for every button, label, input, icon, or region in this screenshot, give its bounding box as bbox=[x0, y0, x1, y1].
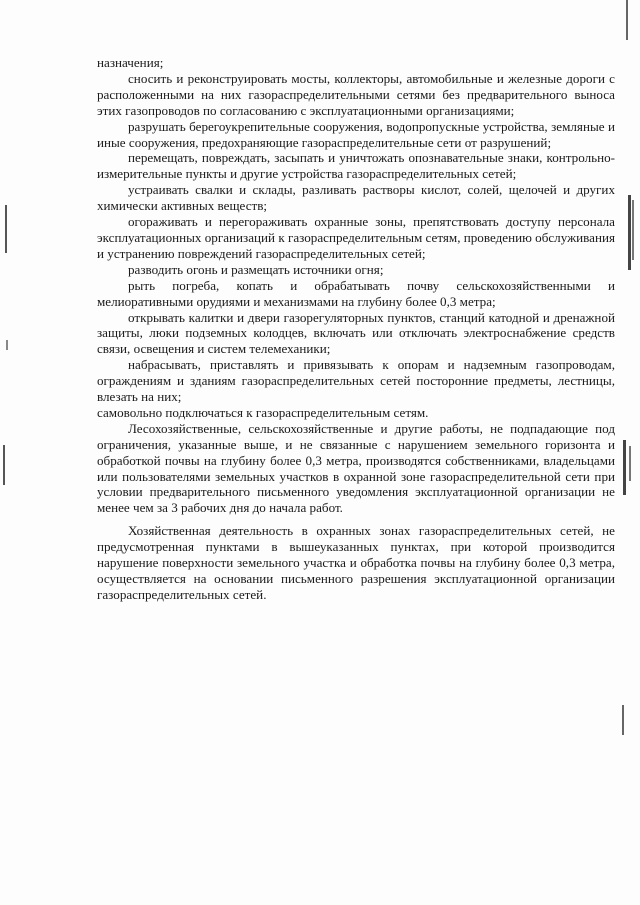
scan-artifact-left-2 bbox=[3, 445, 5, 485]
paragraph-1: назначения; bbox=[97, 55, 164, 70]
paragraph-4: перемещать, повреждать, засыпать и уничтожать опознавательные знаки, контрольно-измерительные пункты и другие устройства газораспределительных сетей; bbox=[97, 150, 615, 182]
paragraph-3: разрушать берегоукрепительные сооружения, водопропускные устройства, земляные и иные сооружения, предохраняющие газораспределительные сети от разрушений; bbox=[97, 118, 615, 150]
paragraph-5: устраивать свалки и склады, разливать растворы кислот, солей, щелочей и других химически активных веществ; bbox=[97, 182, 615, 214]
scan-artifact-right-1 bbox=[628, 195, 631, 270]
scan-artifact-left-3 bbox=[6, 340, 8, 350]
paragraph-13: Хозяйственная деятельность в охранных зонах газораспределительных сетей, не предусмотренная пунктами в вышеуказанных пунктах, при которой производится нарушение поверхности земельного участка и обработка почвы на глубину более 0,3 метра, осуществляется на основании письменного разрешения эксплуатационной организации газораспределительных сетей. bbox=[97, 523, 615, 602]
document-body bbox=[97, 55, 615, 603]
paragraph-10: набрасывать, приставлять и привязывать к опорам и надземным газопроводам, ограждениям и зданиям газораспределительных сетей посторонние предметы, лестницы, влезать на них; bbox=[97, 357, 615, 405]
paragraph-9: открывать калитки и двери газорегуляторных пунктов, станций катодной и дренажной защиты, люки подземных колодцев, включать или отключать электроснабжение средств связи, освещения и систем телемеханики; bbox=[97, 309, 615, 357]
scan-artifact-left-1 bbox=[5, 205, 7, 253]
paragraph-2: сносить и реконструировать мосты, коллекторы, автомобильные и железные дороги с расположенными на них газораспределительными сетями без предварительного выноса этих газопроводов по согласованию с эксплуатационными организациями; bbox=[97, 70, 615, 118]
scan-artifact-top-right bbox=[626, 0, 628, 40]
paragraph-12: Лесохозяйственные, сельскохозяйственные и другие работы, не подпадающие под ограничения, указанные выше, и не связанные с нарушением земельного горизонта и обработкой почвы на глубину более 0,3 метра, производятся собственниками, владельцами или пользователями земельных участков в охранной зоне газораспределительной сети при условии предварительного письменного уведомления эксплуатационной организации не менее чем за 3 рабочих дня до начала работ. bbox=[97, 420, 615, 516]
scan-artifact-right-4 bbox=[629, 446, 631, 481]
paragraph-7: разводить огонь и размещать источники огня; bbox=[128, 261, 384, 277]
scan-artifact-right-5 bbox=[622, 705, 624, 735]
paragraph-8: рыть погреба, копать и обрабатывать почву сельскохозяйственными и мелиоративными орудиями и механизмами на глубину более 0,3 метра; bbox=[97, 277, 615, 309]
paragraph-11: самовольно подключаться к газораспределительным сетям. bbox=[97, 404, 429, 420]
scan-artifact-right-2 bbox=[632, 200, 634, 260]
paragraph-6: огораживать и перегораживать охранные зоны, препятствовать доступу персонала эксплуатационных организаций к газораспределительным сетям, проведению обслуживания и устранению повреждений газораспределительных сетей; bbox=[97, 214, 615, 261]
scan-artifact-right-3 bbox=[623, 440, 626, 495]
